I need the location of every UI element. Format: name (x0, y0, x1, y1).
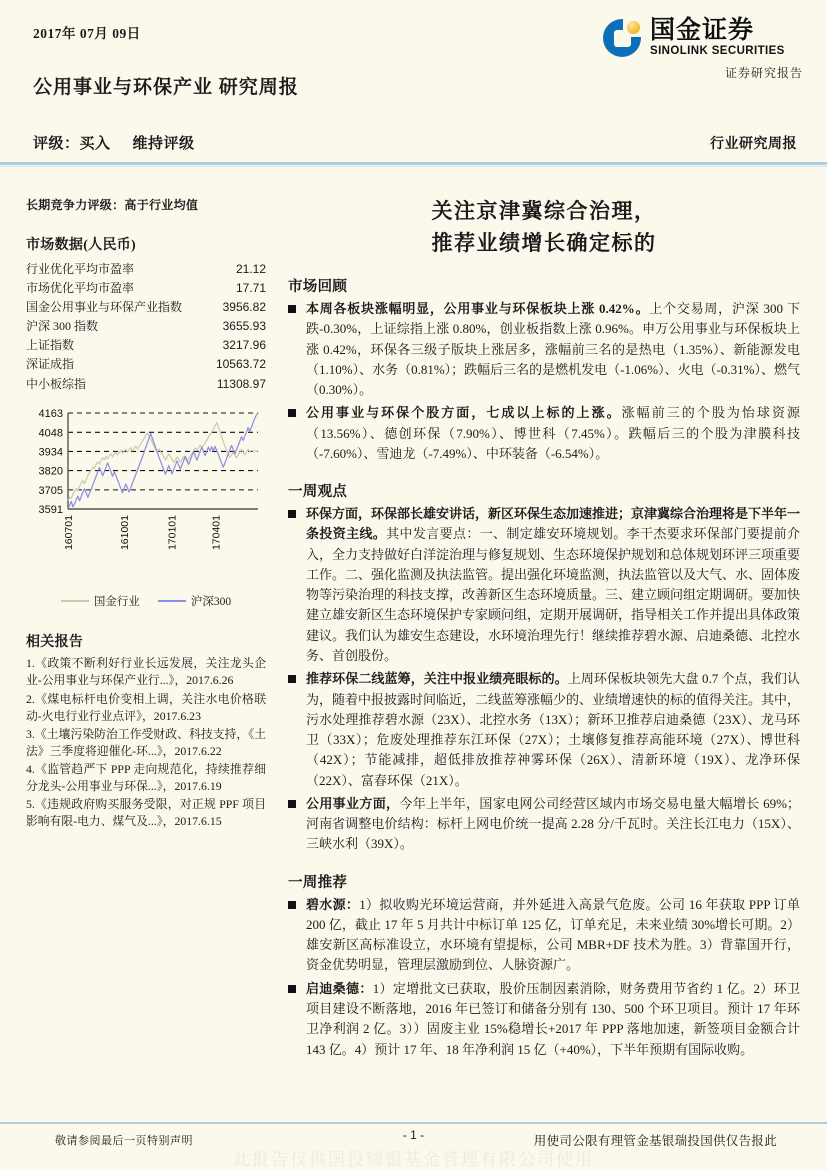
chart-y-tick-label: 4163 (38, 408, 63, 421)
market-data-value: 21.12 (235, 261, 266, 276)
market-data-value: 3217.96 (222, 338, 266, 353)
market-data-label: 上证指数 (26, 338, 75, 353)
bullet-lead-bold: 推荐环保二线蓝筹，关注中报业绩亮眼标的。 (306, 671, 568, 687)
market-data-row (26, 259, 266, 278)
logo-subtitle: 证券研究报告 (724, 66, 803, 80)
market-data-label: 沪深 300 指数 (26, 319, 99, 334)
page-number: - 1 - (402, 1128, 425, 1142)
footer-disclaimer: 敬请参阅最后一页特别声明 (55, 1135, 193, 1147)
headline-line-2: 推荐业绩增长确定标的 (431, 230, 657, 255)
chart-series-line (68, 423, 258, 501)
logo-english-name: SINOLINK SECURITIES (650, 45, 785, 57)
market-data-table (26, 259, 266, 393)
bullet-item (288, 979, 800, 1060)
market-data-row (26, 355, 266, 374)
bullet-square-icon (288, 800, 296, 808)
bullet-text: 推荐环保二线蓝筹，关注中报业绩亮眼标的。上周环保板块领先大盘 0.7 个点，我们认为，随着中报披露时间临近，二线蓝筹涨幅少的、业绩增速快的标的值得关注。其中，污水处理推荐碧水源（23X）、北控水务（13X）；新环卫推荐启迪桑德（23X）、龙马环卫（33X）；危废处理推荐东江环保（27X）；土壤修复推荐高能环境（27X）、博世科（42X）；节能减排，超低排放推荐神雾环保（26X）、清新环境（19X）、龙净环保（22X）、富春环保（21X）。 (306, 671, 801, 788)
sidebar (26, 196, 266, 831)
bullet-item (288, 794, 800, 855)
bullet-item (288, 895, 800, 976)
market-data-label: 市场优化平均市盈率 (26, 280, 135, 295)
logo-chinese-name: 国金证券 (650, 16, 755, 44)
chart-x-tick-label: 170101 (166, 515, 179, 551)
bullet-square-icon (288, 901, 296, 909)
bullet-lead-bold: 公用事业方面， (306, 795, 400, 811)
related-report-item[interactable]: 4.《监管趋严下 PPP 走向规范化，持续推荐细分龙头-公用事业与环保...》，2017.6.19 (26, 761, 266, 793)
legend-swatch-icon (61, 600, 89, 602)
bullet-item (288, 403, 800, 464)
related-reports-list (26, 655, 266, 830)
chart-y-tick-label: 4048 (38, 427, 63, 440)
bullet-square-icon (288, 305, 296, 313)
market-data-value: 3655.93 (222, 319, 266, 334)
bullet-square-icon (288, 510, 296, 518)
related-report-item[interactable]: 1.《政策不断利好行业长远发展，关注龙头企业-公用事业与环保产业行...》，2017.6.26 (26, 656, 266, 688)
bullet-lead-bold: 碧水源： (306, 896, 360, 912)
report-date: 2017年 07月 09日 (33, 26, 141, 41)
legend-item-0 (61, 593, 140, 609)
chart-y-tick-label: 3934 (38, 446, 63, 459)
market-data-value: 17.71 (235, 280, 266, 295)
market-data-value: 11308.97 (216, 376, 266, 391)
rating-label: 评级：买入 (33, 136, 111, 152)
bullet-square-icon (288, 985, 296, 993)
section-heading: 一周推荐 (288, 874, 348, 891)
document-type: 行业研究周报 (710, 137, 797, 152)
chart-legend (26, 593, 266, 609)
chart-x-tick-label: 161001 (119, 515, 132, 551)
page-watermark: 此报告仅供国投瑞银基金管理有限公司使用 (233, 1150, 594, 1169)
rating-line (33, 132, 195, 153)
section-heading: 市场回顾 (288, 279, 348, 295)
related-report-item[interactable]: 5.《违规政府购买服务受限，对正规 PPF 项目影响有限-电力、煤气及...》，2017.6.15 (26, 797, 266, 829)
long-term-rating: 长期竞争力评级：高于行业均值 (26, 198, 199, 212)
market-data-row (26, 336, 266, 355)
rating-status: 维持评级 (132, 136, 195, 152)
market-data-label: 国金公用事业与环保产业指数 (26, 299, 183, 314)
bullet-text: 公用事业方面，今年上半年，国家电网公司经营区域内市场交易电量大幅增长 69%；河南省调整电价结构：标杆上网电价统一提高 2.28 分/千瓦时。关注长江电力（15X）、三峡水利（39X）。 (306, 795, 800, 852)
chart-y-tick-label: 3591 (38, 504, 63, 517)
related-report-item[interactable]: 3.《土壤污染防治工作受财政、科技支持，《土法》三季度将迎催化-环...》，2017.6.22 (26, 726, 266, 758)
market-data-row (26, 278, 266, 297)
chart-x-tick-label: 160701 (63, 515, 75, 551)
sinolink-logo-icon (603, 19, 641, 57)
related-reports-title: 相关报告 (26, 635, 84, 651)
header-divider-thin (0, 166, 827, 167)
legend-label: 国金行业 (93, 596, 140, 609)
chart-y-tick-label: 3705 (38, 485, 63, 498)
related-report-item[interactable]: 2.《煤电标杆电价变相上调，关注水电价格联动-火电行业行业点评》，2017.6.23 (26, 691, 266, 723)
footer-divider (0, 1122, 827, 1124)
bullet-item (288, 669, 800, 791)
bullet-text: 本周各板块涨幅明显，公用事业与环保板块上涨 0.42%。上个交易周，沪深 300 下跌-0.30%，上证综指上涨 0.80%，创业板指数上涨 0.96%。申万公用事业与环保板块上涨 0.42%，环保各三级子版块上涨居多，涨幅前三名的是热电（1.35%）、新能源发电（1.10%）、水务（0.81%）；跌幅后三名的是燃机发电（-1.06%）、火电（-0.31%）、燃气（0.30%）。 (306, 301, 800, 398)
bullet-lead-bold: 本周各板块涨幅明显，公用事业与环保板块上涨 0.42%。 (306, 301, 650, 316)
bullet-item (288, 504, 800, 666)
market-data-value: 3956.82 (222, 299, 266, 314)
bullet-item (288, 299, 800, 400)
market-data-label: 行业优化平均市盈率 (26, 261, 135, 276)
section-heading: 一周观点 (288, 484, 348, 501)
bullet-text: 环保方面，环保部长雄安讲话，新区环保生态加速推进；京津冀综合治理将是下半年一条投资主线。其中发言要点：一、制定雄安环境规划。李干杰要求环保部门要提前介入，全力支持做好白洋淀治理与修复规划、生态环境保护规划和总体规划环评三项重要工作。二、强化监测及执法监管。提出强化环境监测，执法监管以及大气、水、固体废物等污染治理的科技支撑，改善新区生态环境质量。三、建立顾问组定期调研。要加快建立雄安新区生态环境保护专家顾问组，定期开展调研，指导相关工作并提出具体政策建议。我们认为雄安生态建设，水环境治理先行！继续推荐碧水源、启迪桑德、北控水务、首创股份。 (306, 506, 801, 663)
headline-line-1: 关注京津冀综合治理， (431, 199, 657, 223)
chart-series-line (68, 413, 258, 508)
legend-swatch-icon (158, 600, 186, 602)
market-data-row (26, 297, 266, 316)
main-content (288, 196, 800, 1063)
header-divider (0, 162, 827, 165)
index-performance-chart (26, 407, 266, 587)
market-data-title: 市场数据(人民币) (26, 238, 137, 253)
bullet-lead-bold: 启迪桑德： (306, 980, 373, 996)
bullet-text: 公用事业与环保个股方面，七成以上标的上涨。涨幅前三的个股为怡球资源（13.56%）、德创环保（7.90%）、博世科（7.45%）。跌幅后三的个股为津膜科技（-7.60%）、雪迪龙（-7.49%）、中环装备（-6.54%）。 (306, 405, 800, 461)
market-data-label: 中小板综指 (26, 376, 87, 391)
bullet-text: 碧水源：1）拟收购光环境运营商，并外延进入高景气危废。公司 16 年获取 PPP 订单 200 亿，截止 17 年 5 月共计中标订单 125 亿，订单充足，未来业绩 30%增长可期。2）雄安新区高标准设立，水环境有望提标，公司 MBR+DF 技术为胜。3）背靠国开行，资金优势明显，管理层激励到位、人脉资源广。 (306, 896, 800, 973)
company-logo (603, 18, 803, 90)
chart-x-tick-label: 170401 (210, 515, 223, 551)
page-title: 公用事业与环保产业 研究周报 (33, 77, 299, 98)
bullet-lead-bold: 公用事业与环保个股方面，七成以上标的上涨。 (306, 405, 622, 421)
legend-item-1 (158, 593, 231, 609)
chart-y-tick-label: 3820 (38, 465, 63, 478)
legend-label: 沪深300 (190, 596, 232, 609)
footer-licensee-note: 用使司公限有理管金基银瑞投国供仅告报此 (533, 1134, 777, 1148)
bullet-square-icon (288, 675, 296, 683)
report-headline (288, 196, 800, 259)
market-data-row (26, 374, 266, 393)
market-data-row (26, 317, 266, 336)
bullet-lead-bold: 环保方面，环保部长雄安讲话，新区环保生态加速推进；京津冀综合治理将是下半年一条投资主线。 (306, 506, 801, 542)
market-data-value: 10563.72 (215, 357, 266, 372)
market-data-label: 深证成指 (26, 357, 75, 372)
bullet-square-icon (288, 409, 296, 417)
bullet-text: 启迪桑德：1）定增批文已获取，股价压制因素消除，财务费用节省约 1 亿。2）环卫项目建设不断落地，2016 年已签订和储备分别有 130、500 个环卫项目。预计 17 年环卫净利润 2 亿。3））固废主业 15%稳增长+2017 年 PPP 落地加速，新签项目金额合计 143 亿。4）预计 17 年、18 年净利润 15 亿（+40%），下半年预期有国际收购。 (306, 980, 800, 1057)
